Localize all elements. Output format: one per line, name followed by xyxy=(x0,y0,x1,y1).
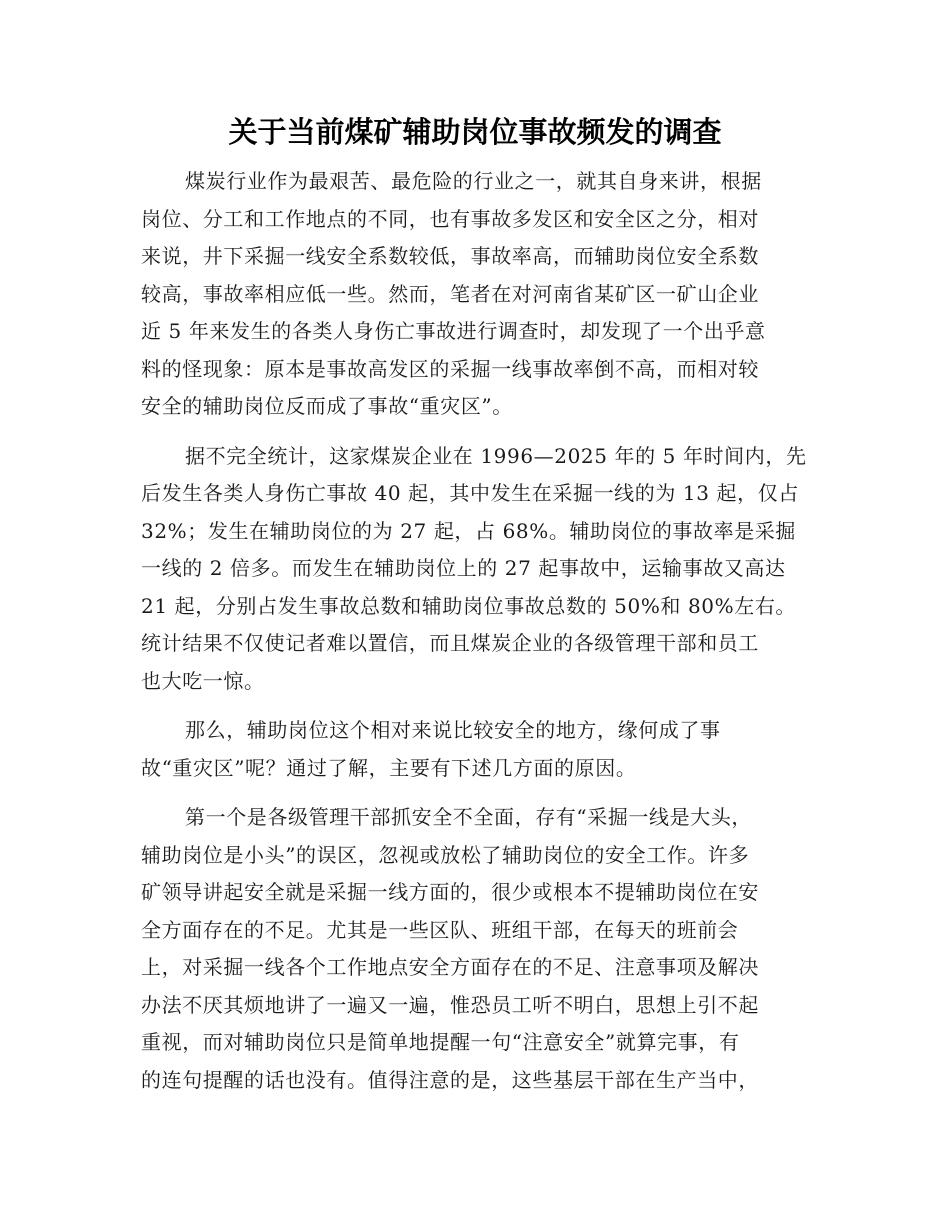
text-line: 那么，辅助岗位这个相对来说比较安全的地方，缘何成了事 xyxy=(185,718,721,742)
document-body xyxy=(141,163,805,1111)
text-line: 来说，井下采掘一线安全系数较低，事故率高，而辅助岗位安全系数 xyxy=(141,244,759,268)
text-line: 据不完全统计，这家煤炭企业在 1996—2025 年的 5 年时间内，先 xyxy=(185,443,807,468)
text-line: 重视，而对辅助岗位只是简单地提醒一句“注意安全”就算完事，有 xyxy=(141,1030,740,1054)
document-title: 关于当前煤矿辅助岗位事故频发的调查 xyxy=(228,115,722,149)
text-line: 21 起，分别占发生事故总数和辅助岗位事故总数的 50%和 80%左右。 xyxy=(141,593,797,618)
text-line: 也大吃一惊。 xyxy=(141,668,265,693)
text-line: 办法不厌其烦地讲了一遍又一遍，惟恐员工听不明白，思想上引不起 xyxy=(141,992,759,1017)
text-line: 料的怪现象：原本是事故高发区的采掘一线事故率倒不高，而相对较 xyxy=(141,356,759,381)
text-line: 后发生各类人身伤亡事故 40 起，其中发生在采掘一线的为 13 起，仅占 xyxy=(141,481,799,505)
paragraph-2 xyxy=(141,438,805,701)
text-line: 统计结果不仅使记者难以置信，而且煤炭企业的各级管理干部和员工 xyxy=(141,631,759,655)
text-line: 故“重灾区”呢？通过了解，主要有下述几方面的原因。 xyxy=(141,755,637,780)
text-line: 第一个是各级管理干部抓安全不全面，存有“采掘一线是大头， xyxy=(185,805,753,829)
text-line: 较高，事故率相应低一些。然而，笔者在对河南省某矿区一矿山企业 xyxy=(141,281,759,306)
paragraph-4 xyxy=(141,799,805,1099)
text-line: 近 5 年来发生的各类人身伤亡事故进行调查时，却发现了一个出乎意 xyxy=(141,319,766,343)
text-line: 上，对采掘一线各个工作地点安全方面存在的不足、注意事项及解决 xyxy=(141,955,759,979)
text-line: 一线的 2 倍多。而发生在辅助岗位上的 27 起事故中，运输事故又高达 xyxy=(141,556,786,580)
text-line: 辅助岗位是小头”的误区，忽视或放松了辅助岗位的安全工作。许多 xyxy=(141,842,750,867)
text-line: 矿领导讲起安全就是采掘一线方面的，很少或根本不提辅助岗位在安 xyxy=(141,880,759,904)
paragraph-1 xyxy=(141,163,805,426)
text-line: 安全的辅助岗位反而成了事故“重灾区”。 xyxy=(141,394,513,418)
text-line: 的连句提醒的话也没有。值得注意的是，这些基层干部在生产当中， xyxy=(141,1067,759,1092)
text-line: 32%；发生在辅助岗位的为 27 起，占 68%。辅助岗位的事故率是采掘 xyxy=(141,518,797,543)
text-line: 岗位、分工和工作地点的不同，也有事故多发区和安全区之分，相对 xyxy=(141,206,759,231)
text-line: 全方面存在的不足。尤其是一些区队、班组干部，在每天的班前会 xyxy=(141,917,739,942)
paragraph-3 xyxy=(141,712,805,787)
text-line: 煤炭行业作为最艰苦、最危险的行业之一，就其自身来讲，根据 xyxy=(185,169,762,193)
